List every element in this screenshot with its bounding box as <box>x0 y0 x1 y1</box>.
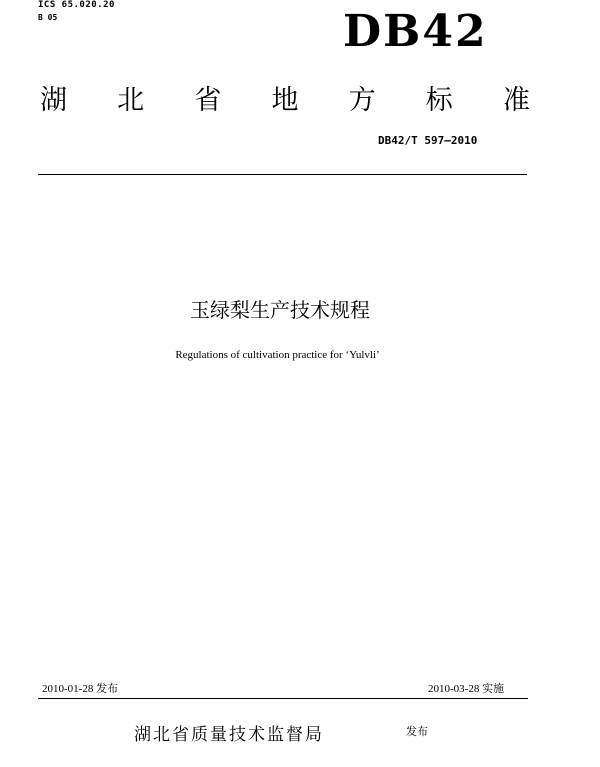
top-divider <box>38 174 527 175</box>
standard-type-title <box>40 78 530 117</box>
title-char: 标 <box>425 85 453 116</box>
title-char: 北 <box>117 85 145 116</box>
bottom-divider <box>38 698 528 699</box>
title-char: 准 <box>502 85 530 116</box>
document-title-cn: 玉绿梨生产技术规程 <box>190 298 370 322</box>
publish-date: 2010-01-28 发布 <box>42 683 119 695</box>
issuer-suffix: 发布 <box>406 725 428 738</box>
title-char: 地 <box>271 85 299 116</box>
db-logo: DB42 <box>343 6 488 57</box>
title-char: 省 <box>194 85 222 116</box>
ics-code: ICS 65.020.20 <box>38 0 115 10</box>
issuing-authority: 湖北省质量技术监督局 <box>134 725 324 745</box>
document-title-en: Regulations of cultivation practice for ‘Yulvli’ <box>175 349 380 361</box>
classification-code: B 05 <box>38 13 58 22</box>
standard-number: DB42/T 597—2010 <box>378 134 478 147</box>
title-char: 湖 <box>40 85 67 116</box>
effective-date: 2010-03-28 实施 <box>428 683 505 695</box>
title-char: 方 <box>348 85 376 116</box>
